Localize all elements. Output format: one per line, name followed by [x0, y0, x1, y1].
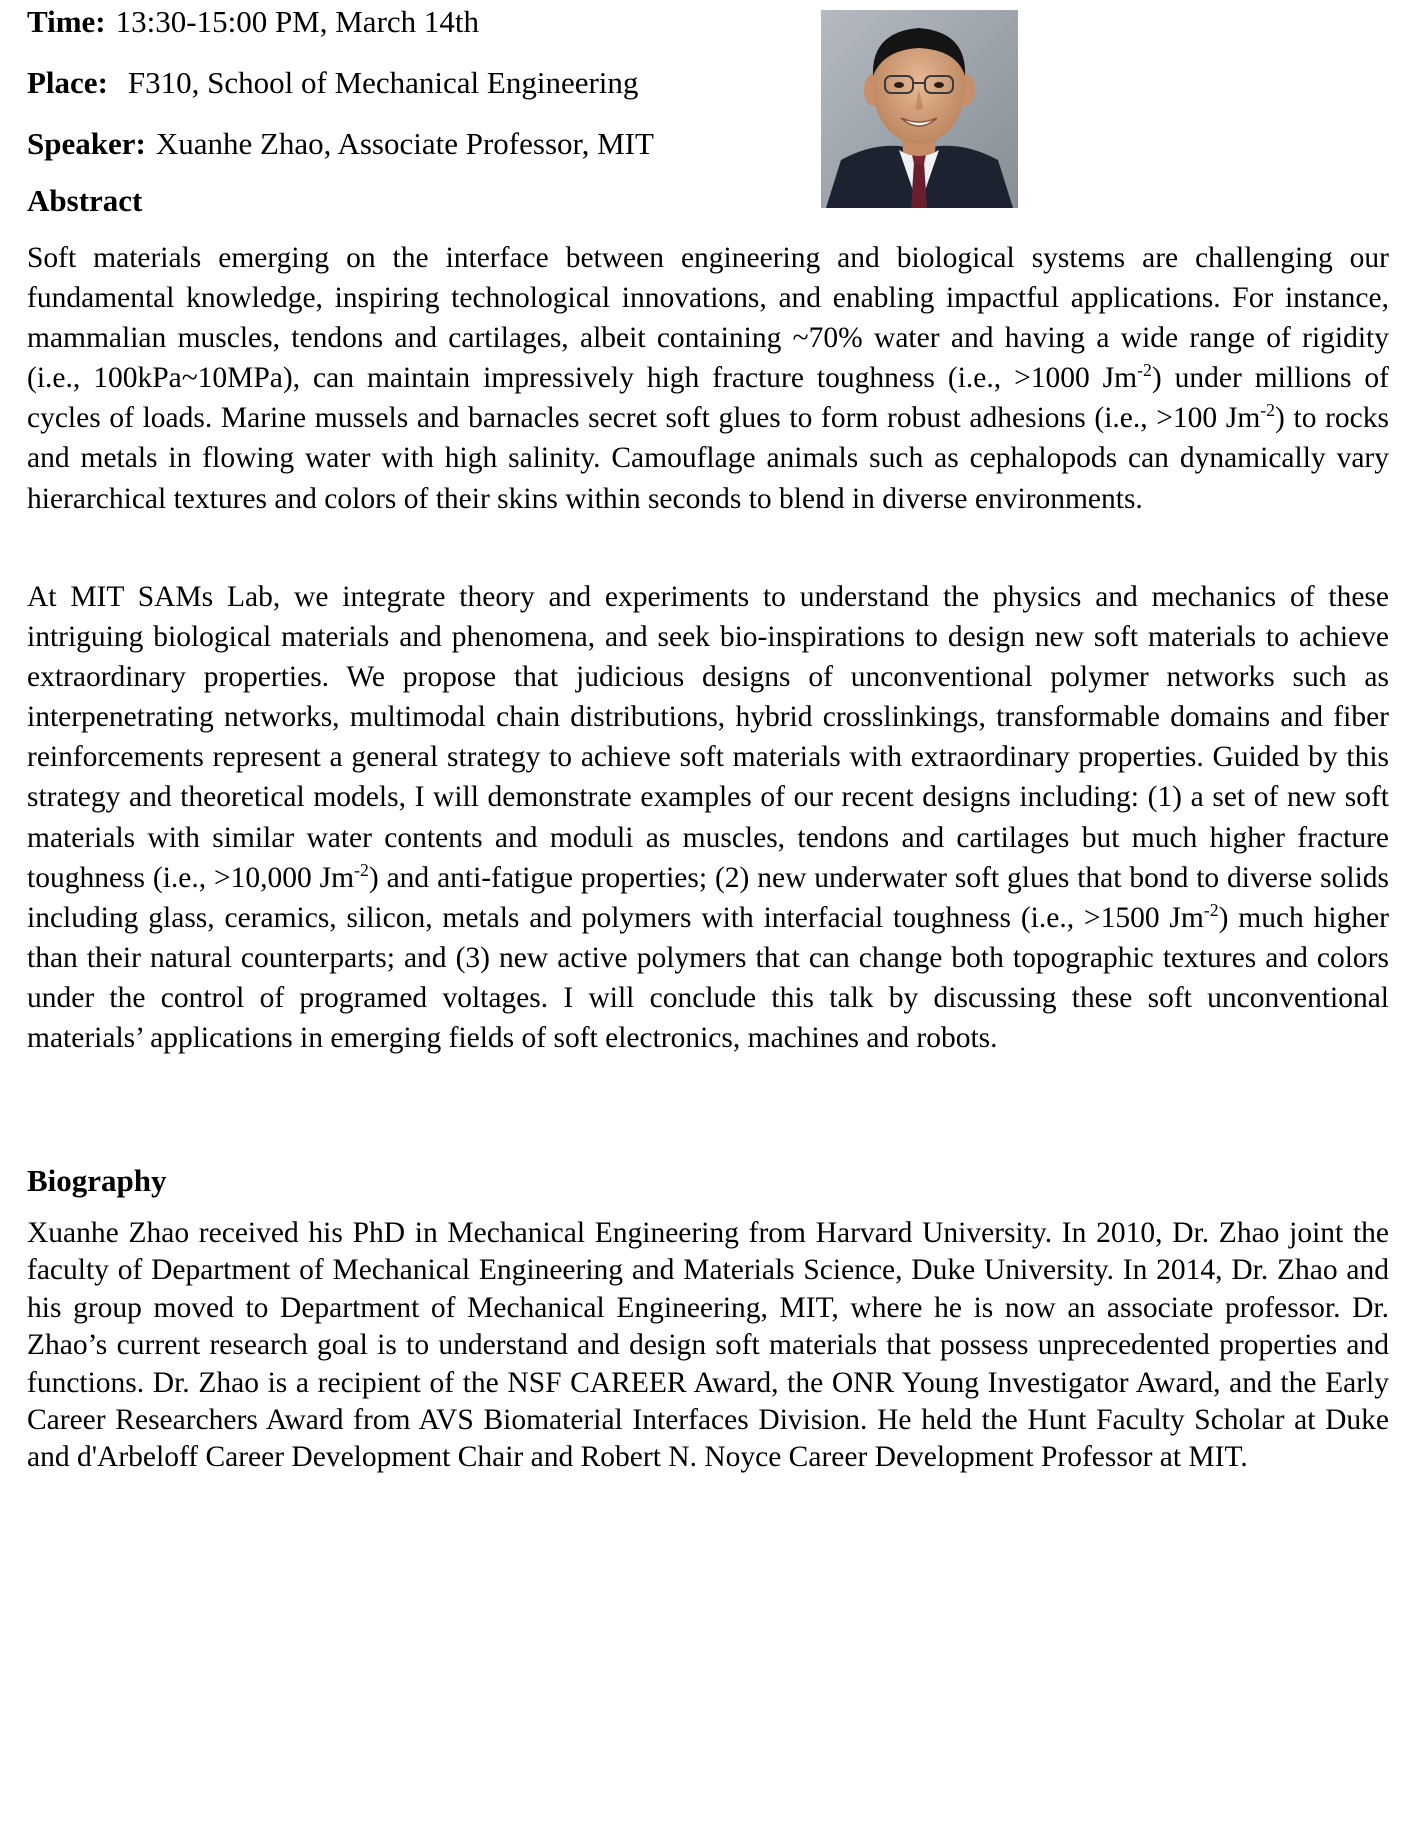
abstract-p2-superscript-2: -2 [1203, 899, 1219, 920]
abstract-paragraph-1 [27, 238, 1389, 519]
time-line [27, 2, 479, 42]
speaker-portrait-image [821, 10, 1018, 208]
abstract-p1-text-2: ) under millions of cycles of loads. Marine mussels and barnacles secret soft glues to form robust adhesions (i.e., >100 Jm [27, 362, 1389, 435]
speaker-line [27, 124, 654, 164]
abstract-p1-superscript-1: -2 [1137, 360, 1152, 381]
biography-paragraph: Xuanhe Zhao received his PhD in Mechanical Engineering from Harvard University. In 2010, Dr. Zhao joint the faculty of Department of Mechanical Engineering and Materials Science, Duke University. In 2014, Dr. Zhao and his group moved to Department of Mechanical Engineering, MIT, where he is now an associate professor. Dr. Zhao’s current research goal is to understand and design soft materials that possess unprecedented properties and functions. Dr. Zhao is a recipient of the NSF CAREER Award, the ONR Young Investigator Award, and the Early Career Researchers Award from AVS Biomaterial Interfaces Division. He held the Hunt Faculty Scholar at Duke and d'Arbeloff Career Development Chair and Robert N. Noyce Career Development Professor at MIT. [27, 1217, 1389, 1474]
abstract-p2-text-2: ) and anti-fatigue properties; (2) new underwater soft glues that bond to diverse solids including glass, ceramics, silicon, metals and polymers with interfacial toughness (i.e., >1500 Jm [27, 861, 1389, 934]
speaker-photo [821, 10, 1018, 208]
place-value: F310, School of Mechanical Engineering [127, 65, 639, 100]
time-value: 13:30-15:00 PM, March 14th [115, 4, 480, 39]
biography-heading: Biography [27, 1163, 167, 1198]
speaker-value: Xuanhe Zhao, Associate Professor, MIT [155, 126, 654, 161]
abstract-p1-text-3: ) to rocks and metals in flowing water with high salinity. Camouflage animals such as cephalopods can dynamically vary hierarchical textures and colors of their skins within seconds to blend in diverse environments. [27, 402, 1389, 515]
speaker-label: Speaker: [27, 126, 146, 161]
place-label: Place: [27, 65, 108, 100]
time-label: Time: [27, 4, 106, 39]
abstract-p2-superscript-1: -2 [354, 859, 369, 880]
abstract-p2-text-1: At MIT SAMs Lab, we integrate theory and experiments to understand the physics and mechanics of these intriguing biological materials and phenomena, and seek bio-inspirations to design new soft materials to achieve extraordinary properties. We propose that judicious designs of unconventional polymer networks such as interpenetrating networks, multimodal chain distributions, hybrid crosslinkings, transformable domains and fiber reinforcements represent a general strategy to achieve soft materials with extraordinary properties. Guided by this strategy and theoretical models, I will demonstrate examples of our recent designs including: (1) a set of new soft materials with similar water contents and moduli as muscles, tendons and cartilages but much higher fracture toughness (i.e., >10,000 Jm [27, 581, 1389, 894]
abstract-p1-superscript-2: -2 [1260, 400, 1276, 421]
place-line [27, 63, 638, 103]
abstract-paragraph-2 [27, 577, 1389, 1058]
abstract-p2-text-3: ) much higher than their natural counterparts; and (3) new active polymers that can change both topographic textures and colors under the control of programed voltages. I will conclude this talk by discussing these soft unconventional materials’ applications in emerging fields of soft electronics, machines and robots. [27, 901, 1389, 1055]
abstract-p1-text-1: Soft materials emerging on the interface between engineering and biological systems are challenging our fundamental knowledge, inspiring technological innovations, and enabling impactful applications. For instance, mammalian muscles, tendons and cartilages, albeit containing ~70% water and having a wide range of rigidity (i.e., 100kPa~10MPa), can maintain impressively high fracture toughness (i.e., >1000 Jm [27, 242, 1389, 395]
abstract-heading: Abstract [27, 183, 143, 218]
